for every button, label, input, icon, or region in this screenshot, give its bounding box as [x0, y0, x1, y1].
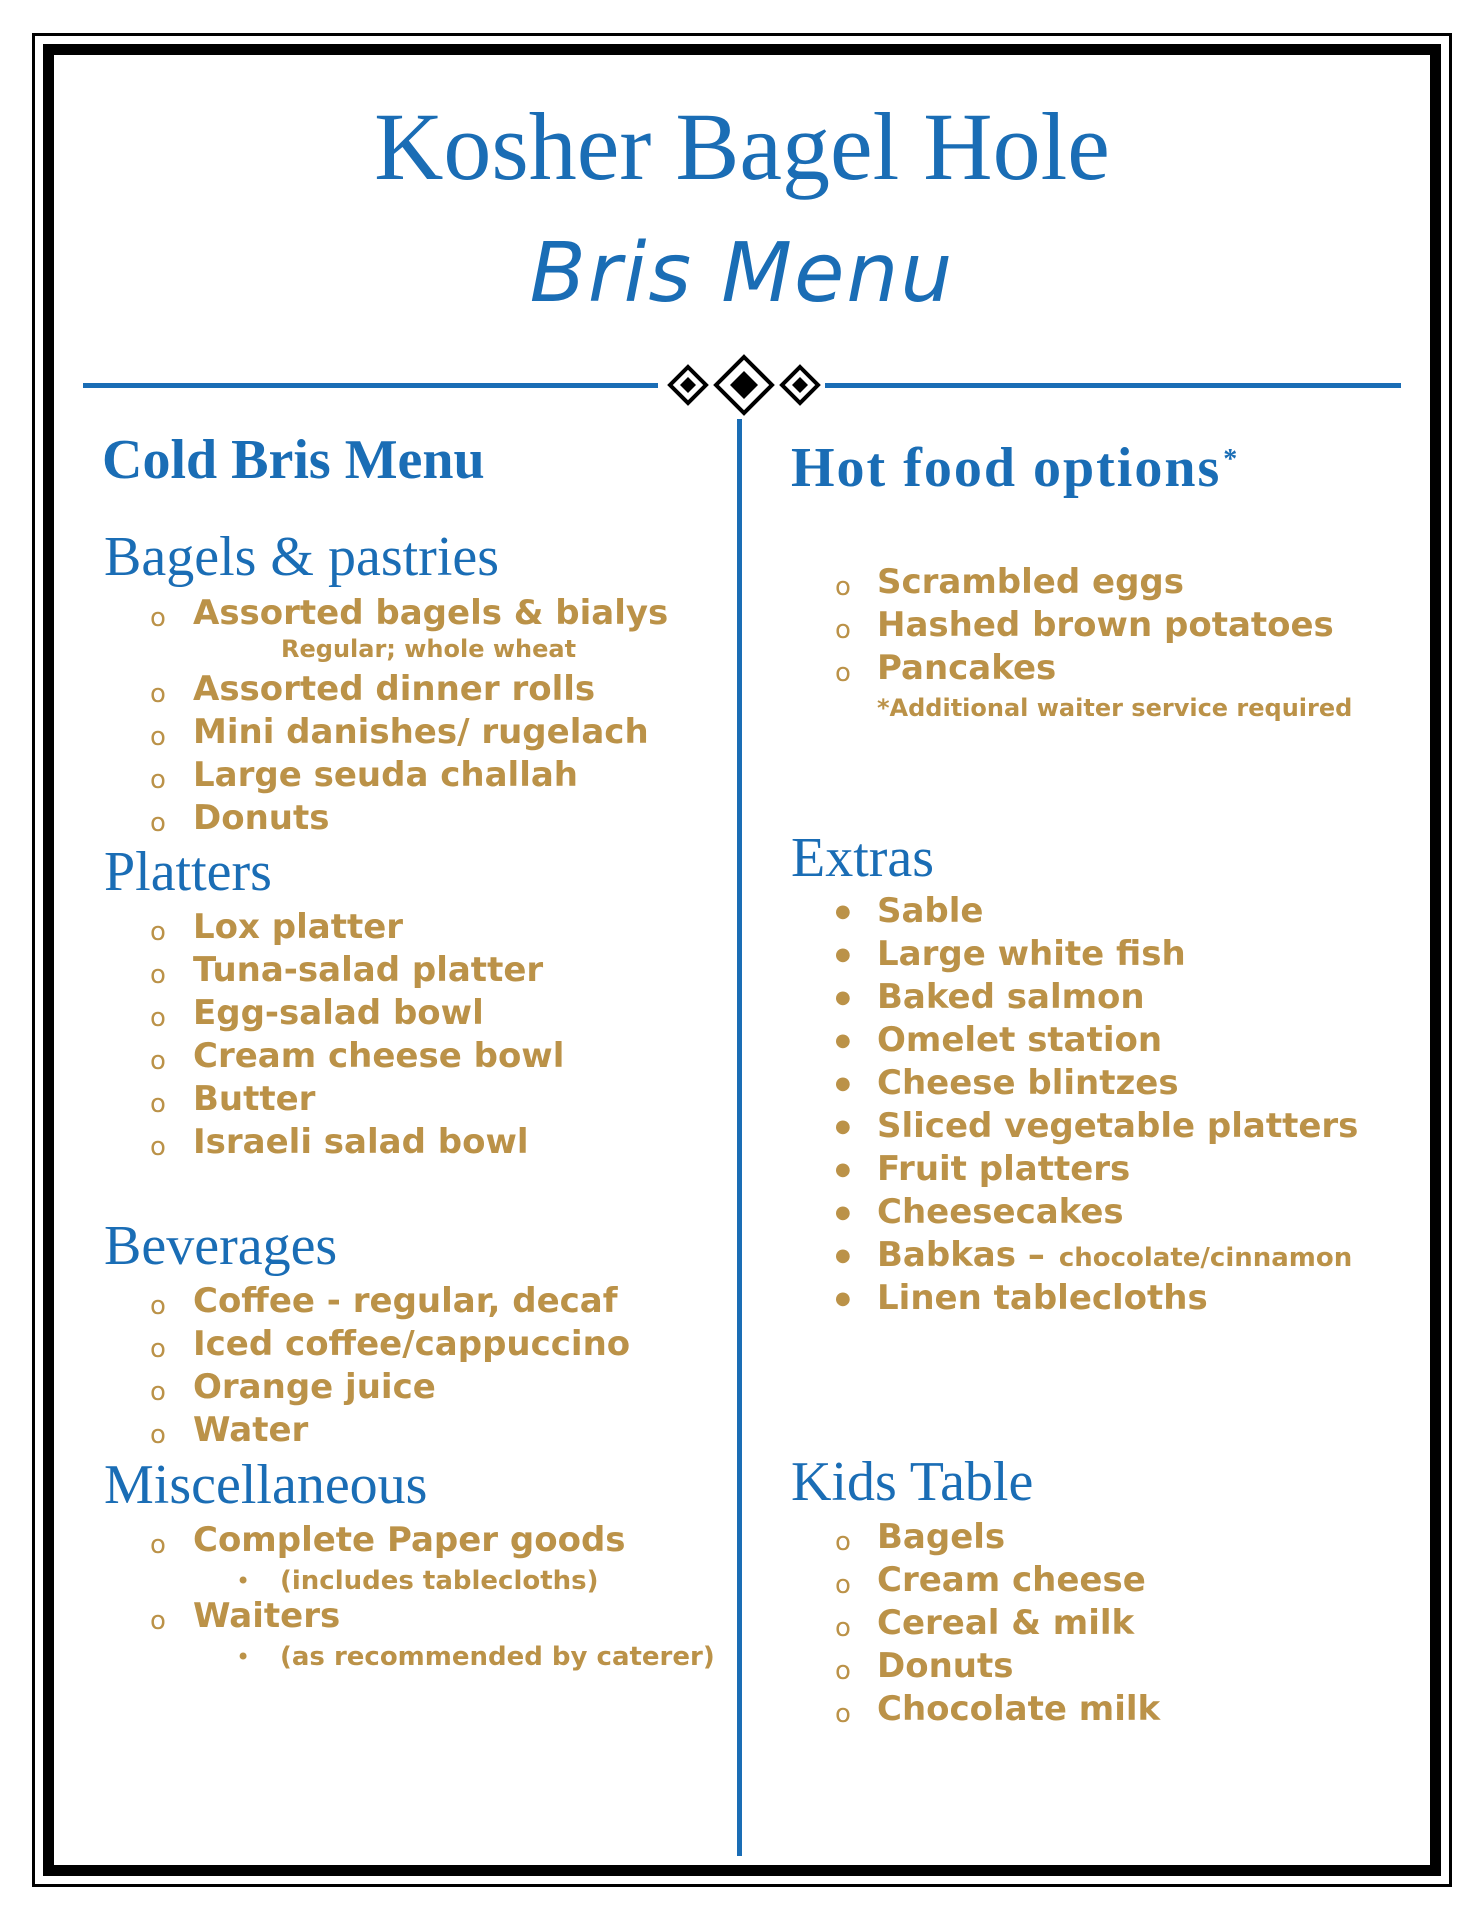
list-bullet: o — [150, 1291, 166, 1321]
list-bullet: o — [150, 1606, 166, 1636]
list-bullet: o — [150, 960, 166, 990]
list-bullet: o — [150, 1420, 166, 1450]
list-item: Israeli salad bowl — [193, 1122, 529, 1162]
item-note: (as recommended by caterer) — [280, 1642, 715, 1672]
right-column-heading — [791, 428, 1239, 500]
list-item: Pancakes — [877, 648, 1057, 688]
list-bullet: o — [150, 1089, 166, 1119]
list-item: Cheesecakes — [877, 1192, 1124, 1232]
list-item: Cereal & milk — [877, 1603, 1135, 1643]
list-bullet: o — [150, 1530, 166, 1560]
list-item: Sable — [877, 891, 984, 931]
list-item: Omelet station — [877, 1020, 1163, 1060]
list-item: Scrambled eggs — [877, 562, 1184, 602]
list-bullet: ● — [835, 1159, 851, 1180]
list-bullet: o — [150, 1334, 166, 1364]
list-bullet: o — [150, 808, 166, 838]
list-bullet: o — [150, 1377, 166, 1407]
item-note: Regular; whole wheat — [281, 635, 577, 663]
list-bullet: o — [835, 1570, 851, 1600]
list-bullet: o — [835, 1656, 851, 1686]
section-title-kids: Kids Table — [791, 1451, 1034, 1513]
section-title-misc: Miscellaneous — [104, 1454, 428, 1516]
asterisk-mark: * — [1223, 444, 1240, 475]
list-bullet: o — [150, 765, 166, 795]
list-item: Donuts — [193, 798, 330, 838]
list-item: Sliced vegetable platters — [877, 1106, 1359, 1146]
list-item: Water — [193, 1410, 309, 1450]
list-bullet: o — [150, 1046, 166, 1076]
list-item: Chocolate milk — [877, 1689, 1161, 1729]
list-item: Linen tablecloths — [877, 1278, 1208, 1318]
list-item-label: Babkas – — [877, 1235, 1045, 1275]
list-item: Donuts — [877, 1646, 1014, 1686]
section-title-platters: Platters — [104, 841, 272, 903]
list-bullet: ● — [835, 1030, 851, 1051]
list-item — [877, 1235, 1352, 1278]
list-item: Orange juice — [193, 1367, 436, 1407]
list-bullet: o — [835, 1527, 851, 1557]
list-item: Large seuda challah — [193, 755, 578, 795]
list-item: Butter — [193, 1079, 316, 1119]
list-bullet: o — [150, 603, 166, 633]
list-bullet: o — [835, 615, 851, 645]
list-bullet: ● — [835, 1202, 851, 1223]
page-title: Kosher Bagel Hole — [374, 93, 1110, 200]
sub-bullet: • — [236, 1643, 251, 1671]
list-bullet: o — [835, 658, 851, 688]
list-item: Bagels — [877, 1517, 1006, 1557]
list-item: Lox platter — [193, 907, 404, 947]
section-title-bagels: Bagels & pastries — [104, 526, 500, 588]
list-item: Tuna-salad platter — [193, 950, 544, 990]
list-item: Egg-salad bowl — [193, 993, 484, 1033]
diamond-ornament-icon — [664, 345, 824, 425]
list-item: Hashed brown potatoes — [877, 605, 1334, 645]
page-subtitle: Bris Menu — [529, 226, 955, 321]
list-bullet: ● — [835, 1073, 851, 1094]
list-bullet: o — [150, 722, 166, 752]
sub-bullet: • — [236, 1567, 251, 1595]
list-item: Complete Paper goods — [193, 1520, 626, 1560]
section-title-beverages: Beverages — [104, 1215, 338, 1277]
divider-right — [825, 383, 1401, 388]
left-column-heading: Cold Bris Menu — [102, 429, 485, 491]
list-bullet: o — [835, 1613, 851, 1643]
divider-left — [83, 383, 658, 388]
list-bullet: o — [835, 1699, 851, 1729]
list-bullet: ● — [835, 944, 851, 965]
list-item: Mini danishes/ rugelach — [193, 712, 649, 752]
list-bullet: o — [835, 572, 851, 602]
list-item: Cream cheese bowl — [193, 1036, 565, 1076]
list-item: Iced coffee/cappuccino — [193, 1324, 631, 1364]
item-note: *Additional waiter service required — [877, 694, 1353, 722]
list-bullet: o — [150, 1132, 166, 1162]
column-divider — [737, 419, 742, 1856]
list-bullet: ● — [835, 1288, 851, 1309]
list-item: Cheese blintzes — [877, 1063, 1179, 1103]
list-item: Fruit platters — [877, 1149, 1131, 1189]
list-bullet: ● — [835, 901, 851, 922]
list-bullet: ● — [835, 987, 851, 1008]
list-bullet: o — [150, 679, 166, 709]
list-item: Assorted bagels & bialys — [193, 593, 669, 633]
list-item: Coffee - regular, decaf — [193, 1281, 618, 1321]
list-item: Waiters — [193, 1596, 341, 1636]
list-bullet: ● — [835, 1116, 851, 1137]
item-note: (includes tablecloths) — [280, 1566, 599, 1596]
list-item: Cream cheese — [877, 1560, 1146, 1600]
right-column-heading-text: Hot food options — [791, 437, 1222, 499]
list-item: Baked salmon — [877, 977, 1145, 1017]
babkas-detail: chocolate/cinnamon — [1058, 1243, 1353, 1273]
list-bullet: ● — [835, 1245, 851, 1266]
section-title-extras: Extras — [791, 827, 935, 889]
list-item: Assorted dinner rolls — [193, 669, 596, 709]
list-bullet: o — [150, 917, 166, 947]
list-bullet: o — [150, 1003, 166, 1033]
list-item: Large white fish — [877, 934, 1186, 974]
